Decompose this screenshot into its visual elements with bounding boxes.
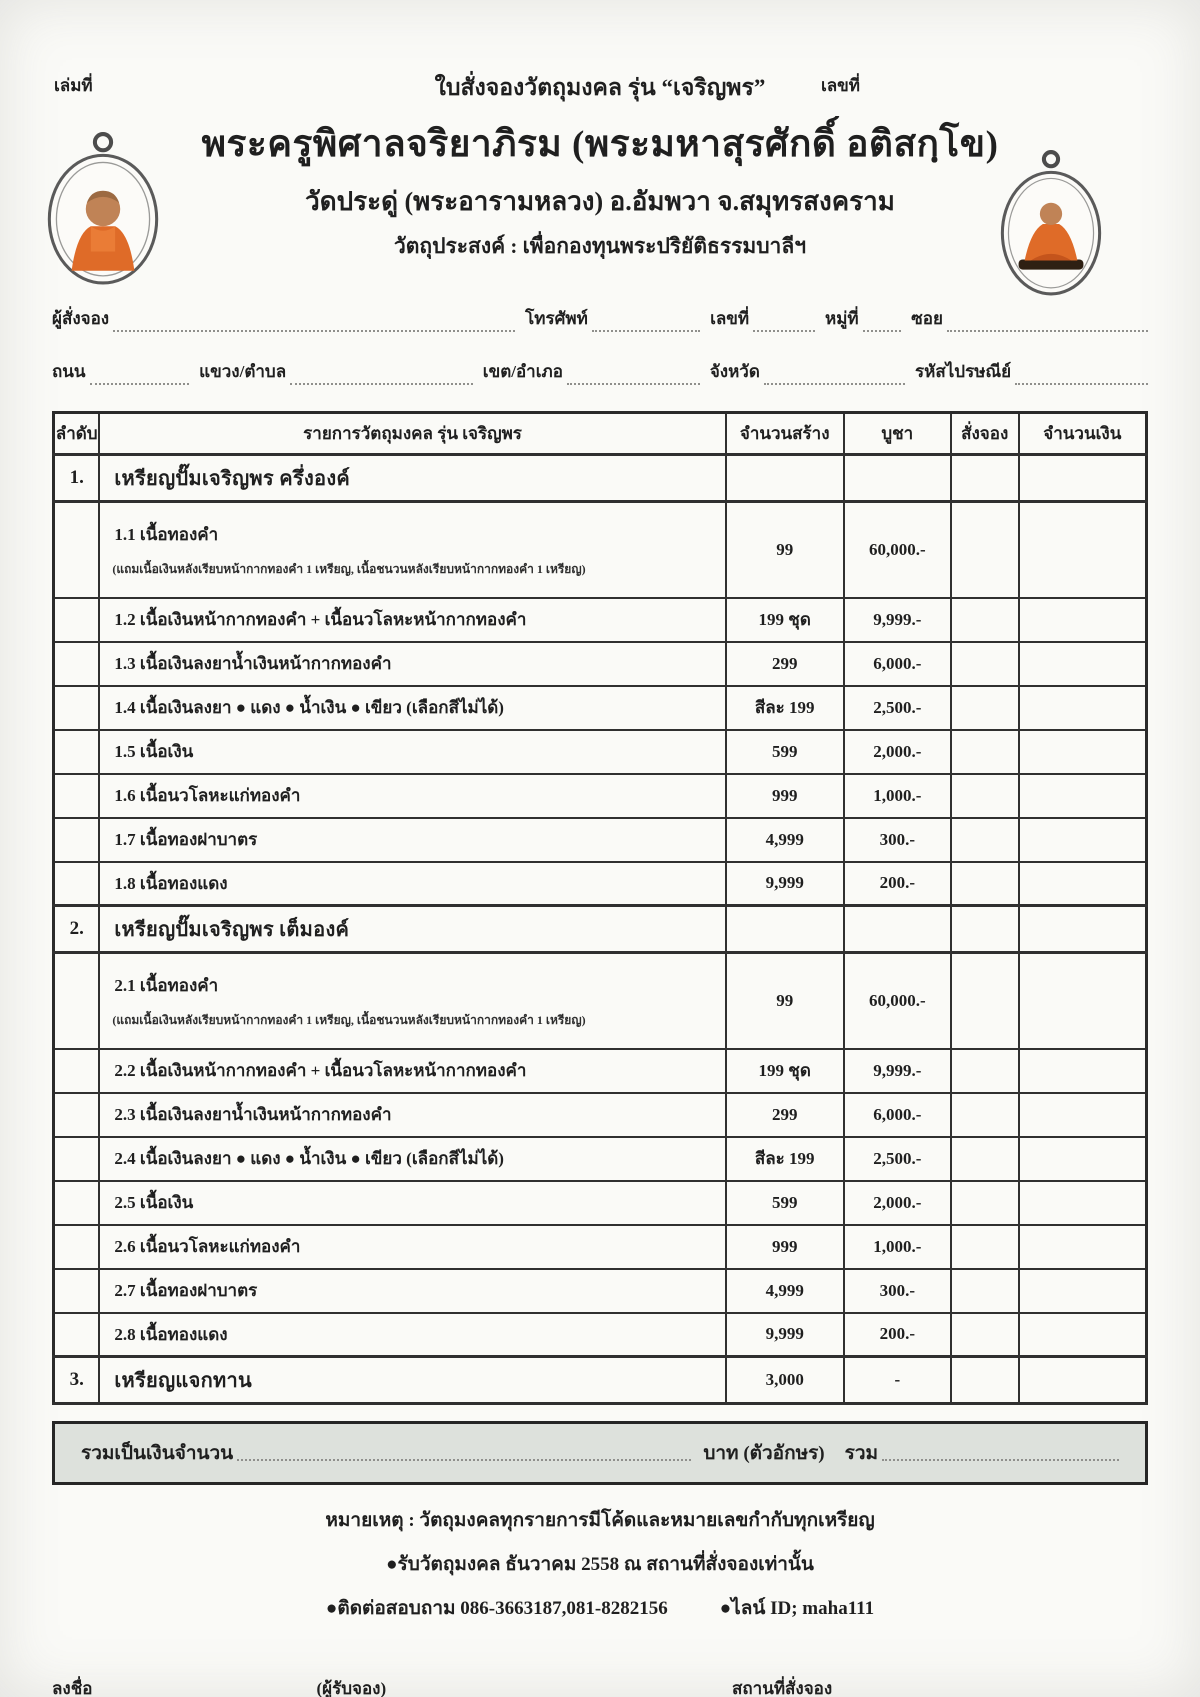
moo-label: หมู่ที่ xyxy=(824,309,859,328)
table-item-row xyxy=(54,1269,1147,1313)
road-fill-line[interactable] xyxy=(90,368,190,385)
cell-amount-entry[interactable] xyxy=(1019,455,1147,502)
cell-item-name xyxy=(99,774,725,818)
cell-item-name xyxy=(99,730,725,774)
cell-item-name xyxy=(99,818,725,862)
line-id: ●ไลน์ ID; maha111 xyxy=(719,1598,875,1619)
cell-item-name xyxy=(99,686,725,730)
contact-line xyxy=(52,1593,1148,1623)
cell-amount-entry[interactable] xyxy=(1019,906,1147,953)
cell-order-entry[interactable] xyxy=(951,1313,1019,1357)
cell-order-entry[interactable] xyxy=(951,1269,1019,1313)
item-name-text: เหรียญปั๊มเจริญพร เต็มองค์ xyxy=(114,919,350,941)
table-section-row xyxy=(54,1357,1147,1404)
item-bonus-note-text: (แถมเนื้อเงินหลังเรียบหน้ากากทองคำ 1 เหรียญ, เนื้อชนวนหลังเรียบหน้ากากทองคำ 1 เหรียญ) xyxy=(112,1012,586,1027)
table-item-row xyxy=(54,730,1147,774)
cell-order-entry[interactable] xyxy=(951,455,1019,502)
header-order-no: ลำดับ xyxy=(54,413,100,455)
book-no-label: เล่มที่ xyxy=(54,76,93,95)
top-line xyxy=(52,70,1148,100)
cell-order-no xyxy=(54,1269,100,1313)
header-worship-price: บูชา xyxy=(844,413,951,455)
item-name-text: 2.4 เนื้อเงินลงยา ● แดง ● น้ำเงิน ● เขียว (เลือกสีไม่ได้) xyxy=(114,1149,504,1168)
baht-text-label: บาท (ตัวอักษร) xyxy=(703,1443,825,1464)
item-name-text: 1.3 เนื้อเงินลงยาน้ำเงินหน้ากากทองคำ xyxy=(114,654,392,673)
item-name-text: 2.6 เนื้อนวโลหะแก่ทองคำ xyxy=(114,1237,301,1256)
cell-worship-price: 6,000.- xyxy=(844,1093,951,1137)
cell-item-name xyxy=(99,502,725,598)
cell-order-entry[interactable] xyxy=(951,953,1019,1049)
order-place-label: สถานที่สั่งจอง xyxy=(732,1679,833,1697)
cell-order-no xyxy=(54,686,100,730)
cell-order-no xyxy=(54,502,100,598)
cell-amount-entry[interactable] xyxy=(1019,642,1147,686)
cell-order-entry[interactable] xyxy=(951,774,1019,818)
cell-quantity-made: 4,999 xyxy=(726,1269,844,1313)
cell-item-name xyxy=(99,1225,725,1269)
item-name-text: 1.4 เนื้อเงินลงยา ● แดง ● น้ำเงิน ● เขียว (เลือกสีไม่ได้) xyxy=(114,698,504,717)
cell-order-entry[interactable] xyxy=(951,642,1019,686)
total-amount-fill-line[interactable] xyxy=(237,1445,691,1462)
cell-amount-entry[interactable] xyxy=(1019,1225,1147,1269)
cell-worship-price: 200.- xyxy=(844,1313,951,1357)
subdistrict-label: แขวง/ตำบล xyxy=(199,362,287,381)
right-amulet-image xyxy=(996,146,1106,305)
house-no-label: เลขที่ xyxy=(710,309,750,328)
cell-item-name xyxy=(99,906,725,953)
cell-worship-price xyxy=(844,455,951,502)
table-item-row xyxy=(54,862,1147,906)
table-section-row xyxy=(54,455,1147,502)
cell-order-no xyxy=(54,598,100,642)
table-item-row xyxy=(54,1093,1147,1137)
cell-order-entry[interactable] xyxy=(951,598,1019,642)
cell-order-no xyxy=(54,1181,100,1225)
item-name-text: 1.7 เนื้อทองฝาบาตร xyxy=(114,830,258,849)
cell-worship-price: 2,500.- xyxy=(844,1137,951,1181)
cell-worship-price: 2,000.- xyxy=(844,730,951,774)
soi-label: ซอย xyxy=(911,309,943,328)
monk-bust-medallion-icon xyxy=(42,128,164,288)
cell-quantity-made: 299 xyxy=(726,642,844,686)
cell-item-name xyxy=(99,953,725,1049)
cell-order-no xyxy=(54,1049,100,1093)
road-label: ถนน xyxy=(52,362,86,381)
cell-worship-price: 1,000.- xyxy=(844,774,951,818)
sum-fill-line[interactable] xyxy=(882,1445,1119,1462)
table-section-row xyxy=(54,906,1147,953)
left-amulet-image xyxy=(42,128,164,293)
table-item-row xyxy=(54,1313,1147,1357)
item-name-text: 2.3 เนื้อเงินลงยาน้ำเงินหน้ากากทองคำ xyxy=(114,1105,392,1124)
table-item-row xyxy=(54,502,1147,598)
cell-amount-entry[interactable] xyxy=(1019,1357,1147,1404)
receiver-label: (ผู้รับจอง) xyxy=(316,1679,387,1697)
cell-amount-entry[interactable] xyxy=(1019,1181,1147,1225)
orderer-label: ผู้สั่งจอง xyxy=(52,309,110,328)
item-name-text: 2.5 เนื้อเงิน xyxy=(114,1193,194,1212)
cell-quantity-made: 99 xyxy=(726,953,844,1049)
form-title: ใบสั่งจองวัตถุมงคล รุ่น “เจริญพร” xyxy=(434,75,766,100)
cell-quantity-made: 4,999 xyxy=(726,818,844,862)
cell-item-name xyxy=(99,598,725,642)
moo-fill-line[interactable] xyxy=(863,315,902,332)
cell-quantity-made: 199 ชุด xyxy=(726,1049,844,1093)
cell-amount-entry[interactable] xyxy=(1019,953,1147,1049)
item-name-text: 1.6 เนื้อนวโลหะแก่ทองคำ xyxy=(114,786,301,805)
house-no-fill-line[interactable] xyxy=(753,315,815,332)
cell-worship-price: 6,000.- xyxy=(844,642,951,686)
cell-order-no: 1. xyxy=(54,455,100,502)
postcode-label: รหัสไปรษณีย์ xyxy=(915,362,1012,381)
table-item-row xyxy=(54,774,1147,818)
cell-order-no xyxy=(54,1313,100,1357)
cell-order-entry[interactable] xyxy=(951,818,1019,862)
cell-item-name xyxy=(99,862,725,906)
cell-quantity-made: 9,999 xyxy=(726,862,844,906)
item-name-text: 1.8 เนื้อทองแดง xyxy=(114,873,228,893)
header-item-list: รายการวัตถุมงคล รุ่น เจริญพร xyxy=(99,413,725,455)
cell-amount-entry[interactable] xyxy=(1019,1049,1147,1093)
cell-worship-price: 300.- xyxy=(844,818,951,862)
table-item-row xyxy=(54,1225,1147,1269)
cell-order-entry[interactable] xyxy=(951,1181,1019,1225)
cell-amount-entry[interactable] xyxy=(1019,774,1147,818)
cell-order-entry[interactable] xyxy=(951,1357,1019,1404)
cell-order-entry[interactable] xyxy=(951,1049,1019,1093)
cell-quantity-made: 299 xyxy=(726,1093,844,1137)
table-item-row xyxy=(54,818,1147,862)
phone-fill-line[interactable] xyxy=(592,315,700,332)
total-summary-box xyxy=(52,1421,1148,1485)
cell-quantity-made xyxy=(726,906,844,953)
remark-line: หมายเหตุ : วัตถุมงคลทุกรายการมีโค้ดและหมายเลขกำกับทุกเหรียญ xyxy=(325,1510,875,1531)
cell-order-entry[interactable] xyxy=(951,686,1019,730)
cell-item-name xyxy=(99,1093,725,1137)
cell-item-name xyxy=(99,1137,725,1181)
province-fill-line[interactable] xyxy=(764,368,905,385)
cell-quantity-made: 999 xyxy=(726,1225,844,1269)
contact-phones: ●ติดต่อสอบถาม 086-3663187,081-8282156 xyxy=(325,1598,668,1619)
cell-order-entry[interactable] xyxy=(951,1093,1019,1137)
item-name-text: 1.1 เนื้อทองคำ xyxy=(114,524,219,544)
cell-worship-price: 2,000.- xyxy=(844,1181,951,1225)
orderer-info-row-1 xyxy=(52,305,1148,332)
cell-amount-entry[interactable] xyxy=(1019,1093,1147,1137)
district-fill-line[interactable] xyxy=(567,368,700,385)
cell-order-entry[interactable] xyxy=(951,1225,1019,1269)
orderer-fill-line[interactable] xyxy=(113,315,515,332)
cell-order-no xyxy=(54,774,100,818)
monk-title: พระครูพิศาลจริยาภิรม (พระมหาสุรศักดิ์ อติสกฺโข) xyxy=(201,124,999,165)
cell-quantity-made xyxy=(726,455,844,502)
cell-amount-entry[interactable] xyxy=(1019,1313,1147,1357)
cell-worship-price: 200.- xyxy=(844,862,951,906)
cell-quantity-made: 199 ชุด xyxy=(726,598,844,642)
doc-no-label: เลขที่ xyxy=(820,76,860,95)
cell-worship-price: - xyxy=(844,1357,951,1404)
cell-item-name xyxy=(99,1181,725,1225)
cell-order-entry[interactable] xyxy=(951,906,1019,953)
cell-worship-price: 9,999.- xyxy=(844,598,951,642)
cell-order-no xyxy=(54,818,100,862)
cell-amount-entry[interactable] xyxy=(1019,730,1147,774)
cell-order-no xyxy=(54,730,100,774)
cell-item-name xyxy=(99,1049,725,1093)
signature-right xyxy=(732,1675,1148,1697)
header-amount: จำนวนเงิน xyxy=(1019,413,1147,455)
cell-amount-entry[interactable] xyxy=(1019,598,1147,642)
cell-amount-entry[interactable] xyxy=(1019,1269,1147,1313)
table-item-row xyxy=(54,953,1147,1049)
sum-label: รวม xyxy=(844,1443,879,1464)
item-name-text: 1.2 เนื้อเงินหน้ากากทองคำ + เนื้อนวโลหะหน้ากากทองคำ xyxy=(114,610,527,629)
cell-worship-price: 60,000.- xyxy=(844,502,951,598)
cell-worship-price: 2,500.- xyxy=(844,686,951,730)
cell-worship-price: 9,999.- xyxy=(844,1049,951,1093)
cell-order-no xyxy=(54,1225,100,1269)
cell-order-no xyxy=(54,642,100,686)
item-name-text: เหรียญแจกทาน xyxy=(114,1370,253,1392)
cell-worship-price: 300.- xyxy=(844,1269,951,1313)
cell-quantity-made: 599 xyxy=(726,1181,844,1225)
province-label: จังหวัด xyxy=(709,362,760,381)
district-label: เขต/อำเภอ xyxy=(482,362,563,381)
cell-quantity-made: 99 xyxy=(726,502,844,598)
cell-quantity-made: 999 xyxy=(726,774,844,818)
table-header-row xyxy=(54,413,1147,455)
item-name-text: 2.1 เนื้อทองคำ xyxy=(114,975,219,995)
cell-order-no: 3. xyxy=(54,1357,100,1404)
cell-item-name xyxy=(99,1313,725,1357)
sign-label: ลงชื่อ xyxy=(52,1679,93,1697)
soi-fill-line[interactable] xyxy=(947,315,1148,332)
item-name-text: 1.5 เนื้อเงิน xyxy=(114,742,194,761)
table-item-row xyxy=(54,686,1147,730)
subdistrict-fill-line[interactable] xyxy=(290,368,473,385)
item-name-text: 2.8 เนื้อทองแดง xyxy=(114,1324,228,1344)
item-bonus-note-text: (แถมเนื้อเงินหลังเรียบหน้ากากทองคำ 1 เหรียญ, เนื้อชนวนหลังเรียบหน้ากากทองคำ 1 เหรียญ) xyxy=(112,561,586,576)
table-item-row xyxy=(54,642,1147,686)
cell-amount-entry[interactable] xyxy=(1019,686,1147,730)
cell-amount-entry[interactable] xyxy=(1019,1137,1147,1181)
phone-label: โทรศัพท์ xyxy=(525,309,588,328)
pickup-line: ●รับวัตถุมงคล ธันวาคม 2558 ณ สถานที่สั่งจองเท่านั้น xyxy=(386,1554,814,1575)
table-item-row xyxy=(54,1049,1147,1093)
header-quantity-made: จำนวนสร้าง xyxy=(726,413,844,455)
orderer-info-section xyxy=(52,305,1148,385)
table-item-row xyxy=(54,598,1147,642)
item-name-text: 2.7 เนื้อทองฝาบาตร xyxy=(114,1281,258,1300)
cell-order-entry[interactable] xyxy=(951,1137,1019,1181)
cell-order-no xyxy=(54,862,100,906)
cell-item-name xyxy=(99,642,725,686)
cell-worship-price: 60,000.- xyxy=(844,953,951,1049)
purpose-line: วัตถุประสงค์ : เพื่อกองทุนพระปริยัติธรรมบาลีฯ xyxy=(393,234,806,258)
cell-order-no: 2. xyxy=(54,906,100,953)
item-name-text: เหรียญปั๊มเจริญพร ครึ่งองค์ xyxy=(114,468,351,490)
cell-quantity-made: 599 xyxy=(726,730,844,774)
cell-quantity-made: สีละ 199 xyxy=(726,686,844,730)
cell-item-name xyxy=(99,455,725,502)
remarks-section xyxy=(52,1505,1148,1623)
cell-worship-price: 1,000.- xyxy=(844,1225,951,1269)
table-item-row xyxy=(54,1181,1147,1225)
cell-item-name xyxy=(99,1269,725,1313)
cell-order-entry[interactable] xyxy=(951,862,1019,906)
item-name-text: 2.2 เนื้อเงินหน้ากากทองคำ + เนื้อนวโลหะหน้ากากทองคำ xyxy=(114,1061,527,1080)
cell-quantity-made: 3,000 xyxy=(726,1357,844,1404)
cell-order-no xyxy=(54,953,100,1049)
cell-order-no xyxy=(54,1093,100,1137)
temple-line: วัดประดู่ (พระอารามหลวง) อ.อัมพวา จ.สมุทรสงคราม xyxy=(305,187,895,216)
monk-seated-medallion-icon xyxy=(996,146,1106,300)
cell-amount-entry[interactable] xyxy=(1019,862,1147,906)
orderer-info-row-2 xyxy=(52,358,1148,385)
signature-section xyxy=(52,1675,1148,1697)
cell-quantity-made: 9,999 xyxy=(726,1313,844,1357)
postcode-fill-line[interactable] xyxy=(1015,368,1148,385)
table-item-row xyxy=(54,1137,1147,1181)
cell-order-entry[interactable] xyxy=(951,502,1019,598)
cell-worship-price xyxy=(844,906,951,953)
cell-order-entry[interactable] xyxy=(951,730,1019,774)
cell-item-name xyxy=(99,1357,725,1404)
header-order: สั่งจอง xyxy=(951,413,1019,455)
items-table xyxy=(52,411,1148,1405)
cell-quantity-made: สีละ 199 xyxy=(726,1137,844,1181)
order-place-fill-line[interactable] xyxy=(836,1685,1108,1697)
cell-order-no xyxy=(54,1137,100,1181)
signature-left xyxy=(52,1675,482,1697)
cell-amount-entry[interactable] xyxy=(1019,502,1147,598)
signature-fill-line[interactable] xyxy=(96,1685,306,1697)
cell-amount-entry[interactable] xyxy=(1019,818,1147,862)
total-label: รวมเป็นเงินจำนวน xyxy=(81,1443,234,1464)
